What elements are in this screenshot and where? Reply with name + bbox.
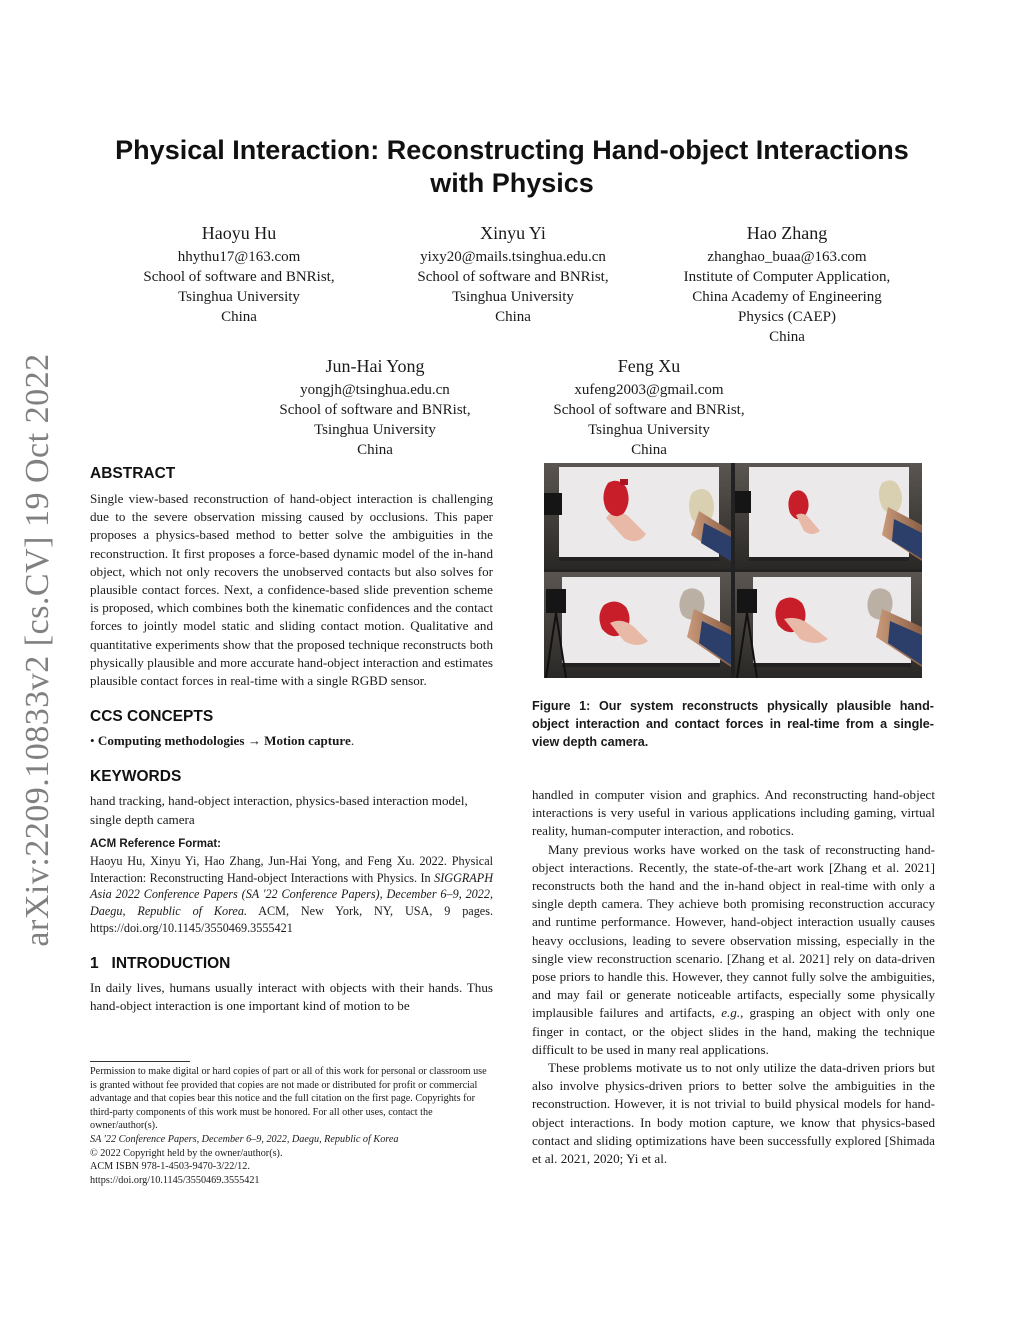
figure-1-image	[544, 463, 922, 678]
author-block	[248, 354, 502, 460]
footnote-conference: SA '22 Conference Papers, December 6–9, 2022, Daegu, Republic of Korea	[90, 1133, 399, 1145]
intro-heading	[90, 954, 493, 974]
ccs-heading: CCS CONCEPTS	[90, 708, 214, 726]
section-title: INTRODUCTION	[111, 954, 231, 972]
body-paragraph: These problems motivate us to not only utilize the data-driven priors but also involve physics-driven priors to better solve the ambiguities in the reconstruction. However, it is not trivial to build physical models for hand-object interactions. In body motion capture, we know that physics-based contact and sliding optimizations have been successfully explored [Shimada et al. 2021, 2020; Yi et al.	[532, 1060, 935, 1167]
author-block	[654, 221, 920, 347]
author-country: China	[221, 309, 257, 325]
author-affiliation: China Academy of Engineering	[692, 289, 882, 305]
figure-panel-1	[544, 463, 731, 569]
title-line-2: with Physics	[430, 168, 594, 198]
arxiv-id: arXiv:2209.10833v2 [cs.CV] 19 Oct 2022	[19, 353, 56, 947]
arxiv-stamp	[8, 350, 68, 950]
acm-ref-text: Haoyu Hu, Xinyu Yi, Hao Zhang, Jun-Hai Yong, and Feng Xu. 2022. Physical Interaction: Reconstructing Hand-object Interactions with Physics. In	[90, 853, 493, 885]
intro-text: In daily lives, humans usually interact with objects with their hands. Thus hand-object interaction is one important kind of motion to be	[90, 979, 493, 1014]
abstract-text: Single view-based reconstruction of hand-object interaction is challenging due to the severe observation missing caused by occlusions. This paper proposes a physics-based method to better solve the ambiguities in the reconstruction. It first proposes a force-based dynamic model of the in-hand object, which not only recovers the unobserved contacts but also solves for plausible contact forces. Next, a confidence-based slide prevention scheme is proposed, which combines both the kinematic confidences and the contact forces to jointly model static and sliding contact motion. Qualitative and quantitative experiments show that the proposed technique reconstructs both physically plausible and more accurate hand-object interaction and estimates plausible contact forces in real-time with a single RGBD sensor.	[90, 491, 493, 689]
right-column	[532, 786, 935, 1168]
author-email: hhythu17@163.com	[177, 249, 301, 265]
keywords-text: hand tracking, hand-object interaction, physics-based interaction model, single depth camera	[90, 793, 468, 827]
author-affiliation: School of software and BNRist,	[417, 269, 609, 285]
author-name: Hao Zhang	[746, 223, 828, 243]
ccs-bullet: •	[90, 733, 95, 749]
acm-ref-text: ACM, New York, NY, USA, 9 pages. https://doi.org/10.1145/3550469.3555421	[90, 904, 494, 936]
footnote-divider	[90, 1061, 190, 1062]
author-block	[522, 354, 776, 460]
acm-ref-venue: SIGGRAPH Asia 2022 Conference Papers (SA '22 Conference Papers), December 6–9, 2022, Daegu, Republic of Korea.	[90, 870, 493, 919]
author-affiliation: School of software and BNRist,	[553, 402, 745, 418]
author-affiliation: Physics (CAEP)	[738, 309, 836, 325]
author-name: Jun-Hai Yong	[325, 356, 425, 376]
author-block	[386, 221, 640, 327]
author-affiliation: Tsinghua University	[588, 422, 710, 438]
body-paragraph: handled in computer vision and graphics. And reconstructing hand-object interactions is very useful in various applications including gaming, virtual reality, human-computer interaction, and robotics.	[532, 787, 935, 839]
author-affiliation: School of software and BNRist,	[279, 402, 471, 418]
abstract-heading: ABSTRACT	[90, 465, 176, 482]
author-block	[112, 221, 366, 327]
author-name: Feng Xu	[617, 356, 681, 376]
author-affiliation: School of software and BNRist,	[143, 269, 335, 285]
figure-1-caption: Figure 1: Our system reconstructs physically plausible hand-object interaction and contact forces in real-time from a single-view depth camera.	[532, 699, 934, 749]
author-email: yixy20@mails.tsinghua.edu.cn	[420, 249, 606, 265]
body-text: , grasping an object with only one finger in contact, or the object slides in the hand, making the technique difficult to be used in many real applications.	[532, 1005, 935, 1057]
author-country: China	[769, 329, 805, 345]
figure-panel-2	[735, 463, 922, 569]
acm-reference	[90, 853, 493, 937]
body-text: Many previous works have worked on the task of reconstructing hand-object interactions. Recently, the state-of-the-art work [Zhang et al. 2021] reconstructs both the hand and the in-hand object in real-time with only a single depth camera. They achieve both promising reconstruction accuracy and runtime performance. However, hand-object interaction usually causes heavy occlusions, leading to severe observation missing, especially in the single view reconstruction scenario. [Zhang et al. 2021] rely on data-driven pose priors to handle this. However, they cannot fully solve the ambiguities, and may fail or generate noticeable artifacts, especially some physically implausible failures and artifacts,	[532, 841, 935, 1021]
figure-1-photos	[544, 463, 922, 678]
footnote-copyright: © 2022 Copyright held by the owner/author(s).	[90, 1147, 283, 1159]
figure-panel-4	[735, 572, 922, 678]
footnote-permission: Permission to make digital or hard copies of part or all of this work for personal or classroom use is granted without fee provided that copies are not made or distributed for profit or commercial advantage and that copies bear this notice and the full citation on the first page. Copyrights for third-party components of this work must be honored. For all other uses, contact the owner/author(s).	[90, 1066, 487, 1132]
section-number: 1	[90, 954, 99, 972]
author-email: zhanghao_buaa@163.com	[707, 249, 867, 265]
ccs-concepts	[90, 732, 493, 750]
body-text-italic: e.g.	[721, 1005, 741, 1021]
author-affiliation: Tsinghua University	[314, 422, 436, 438]
ccs-period: .	[350, 733, 355, 749]
author-affiliation: Institute of Computer Application,	[683, 269, 891, 285]
left-column	[90, 464, 493, 1015]
ccs-term: Computing methodologies	[97, 733, 245, 749]
author-email: yongjh@tsinghua.edu.cn	[300, 382, 450, 398]
paper-title	[60, 134, 964, 200]
author-affiliation: Tsinghua University	[452, 289, 574, 305]
author-country: China	[495, 309, 531, 325]
ccs-term: Motion capture	[264, 733, 351, 749]
footnote-isbn: ACM ISBN 978-1-4503-9470-3/22/12.	[90, 1161, 250, 1173]
author-name: Xinyu Yi	[480, 223, 546, 243]
author-affiliation: Tsinghua University	[178, 289, 300, 305]
title-line-1: Physical Interaction: Reconstructing Hand-object Interactions	[115, 135, 909, 165]
body-paragraph	[532, 841, 935, 1059]
arrow-icon: →	[247, 733, 261, 749]
figure-panel-3	[544, 572, 731, 678]
acm-ref-heading: ACM Reference Format:	[90, 837, 221, 850]
author-email: xufeng2003@gmail.com	[574, 382, 724, 398]
author-country: China	[357, 442, 393, 458]
footnote	[90, 1065, 493, 1187]
footnote-doi: https://doi.org/10.1145/3550469.3555421	[90, 1174, 260, 1186]
author-name: Haoyu Hu	[201, 223, 277, 243]
keywords-heading: KEYWORDS	[90, 768, 182, 786]
author-country: China	[631, 442, 667, 458]
